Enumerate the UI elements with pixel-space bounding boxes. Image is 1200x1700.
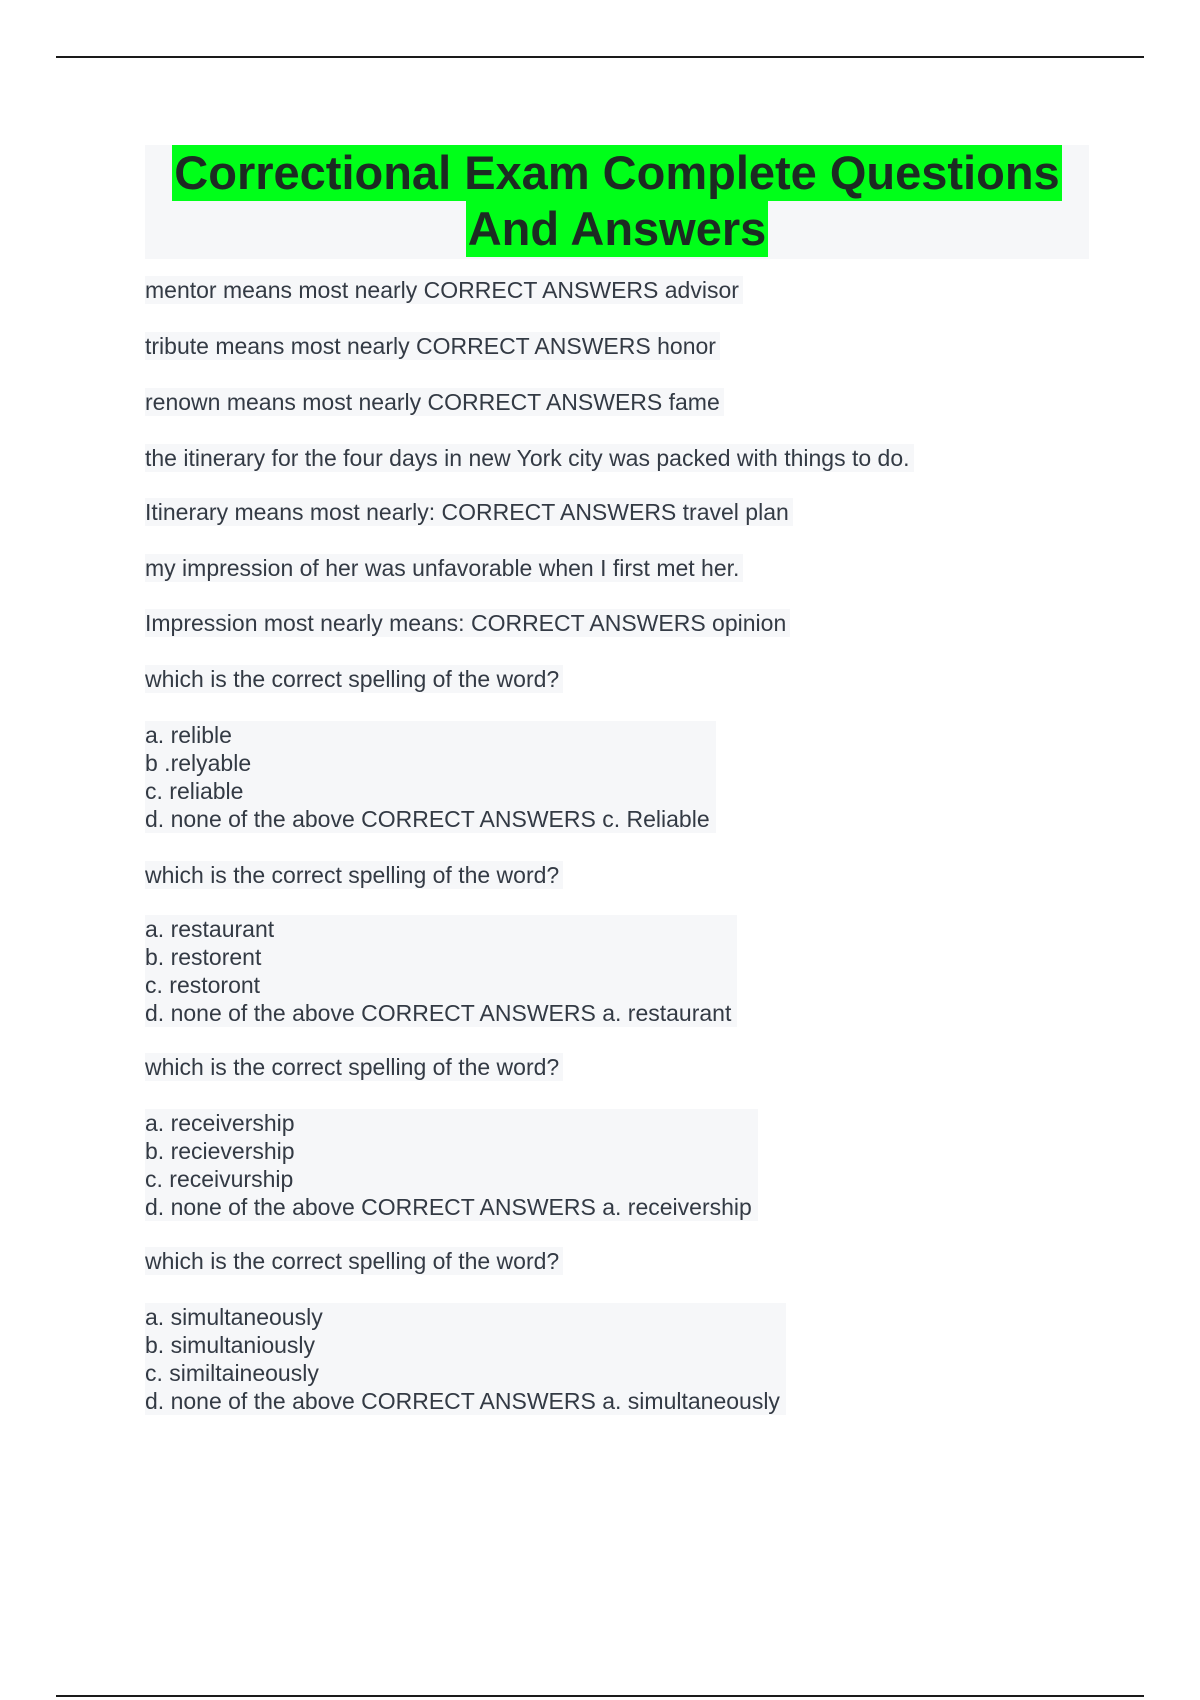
option-item: a. simultaneously — [145, 1304, 323, 1330]
option-item: a. relible — [145, 722, 232, 748]
qa-item: mentor means most nearly CORRECT ANSWERS advisor — [145, 276, 743, 304]
question-options — [145, 915, 737, 1027]
option-item: b. simultaniously — [145, 1332, 316, 1358]
option-item: d. none of the above CORRECT ANSWERS a. simultaneously — [145, 1388, 780, 1414]
document-body — [145, 276, 1105, 1415]
option-item: c. restoront — [145, 972, 261, 998]
option-item: a. restaurant — [145, 916, 275, 942]
title-line-2: And Answers — [467, 202, 767, 255]
question-options — [145, 1303, 786, 1415]
question-options — [145, 721, 716, 833]
option-item: b .relyable — [145, 750, 252, 776]
question-options — [145, 1109, 758, 1221]
option-item: d. none of the above CORRECT ANSWERS a. restaurant — [145, 1000, 732, 1026]
option-item: b. recievership — [145, 1138, 295, 1164]
qa-item: renown means most nearly CORRECT ANSWERS fame — [145, 388, 724, 416]
option-item: b. restorent — [145, 944, 262, 970]
question-prompt: which is the correct spelling of the word? — [145, 665, 563, 693]
option-item: c. receivurship — [145, 1166, 294, 1192]
question-prompt: which is the correct spelling of the word? — [145, 1053, 563, 1081]
qa-item: my impression of her was unfavorable when I first met her. — [145, 554, 743, 582]
qa-item: Impression most nearly means: CORRECT ANSWERS opinion — [145, 609, 790, 637]
option-item: c. reliable — [145, 778, 244, 804]
qa-item: the itinerary for the four days in new York city was packed with things to do. — [145, 444, 914, 472]
option-item: a. receivership — [145, 1110, 295, 1136]
question-prompt: which is the correct spelling of the word? — [145, 861, 563, 889]
document-title — [145, 145, 1089, 259]
title-line-1: Correctional Exam Complete Questions — [174, 146, 1060, 199]
question-prompt: which is the correct spelling of the word? — [145, 1247, 563, 1275]
qa-item: Itinerary means most nearly: CORRECT ANSWERS travel plan — [145, 498, 793, 526]
option-item: d. none of the above CORRECT ANSWERS c. Reliable — [145, 806, 710, 832]
option-item: d. none of the above CORRECT ANSWERS a. receivership — [145, 1194, 752, 1220]
bottom-rule — [56, 1695, 1144, 1697]
option-item: c. similtaineously — [145, 1360, 319, 1386]
qa-item: tribute means most nearly CORRECT ANSWERS honor — [145, 332, 720, 360]
top-rule — [56, 56, 1144, 58]
